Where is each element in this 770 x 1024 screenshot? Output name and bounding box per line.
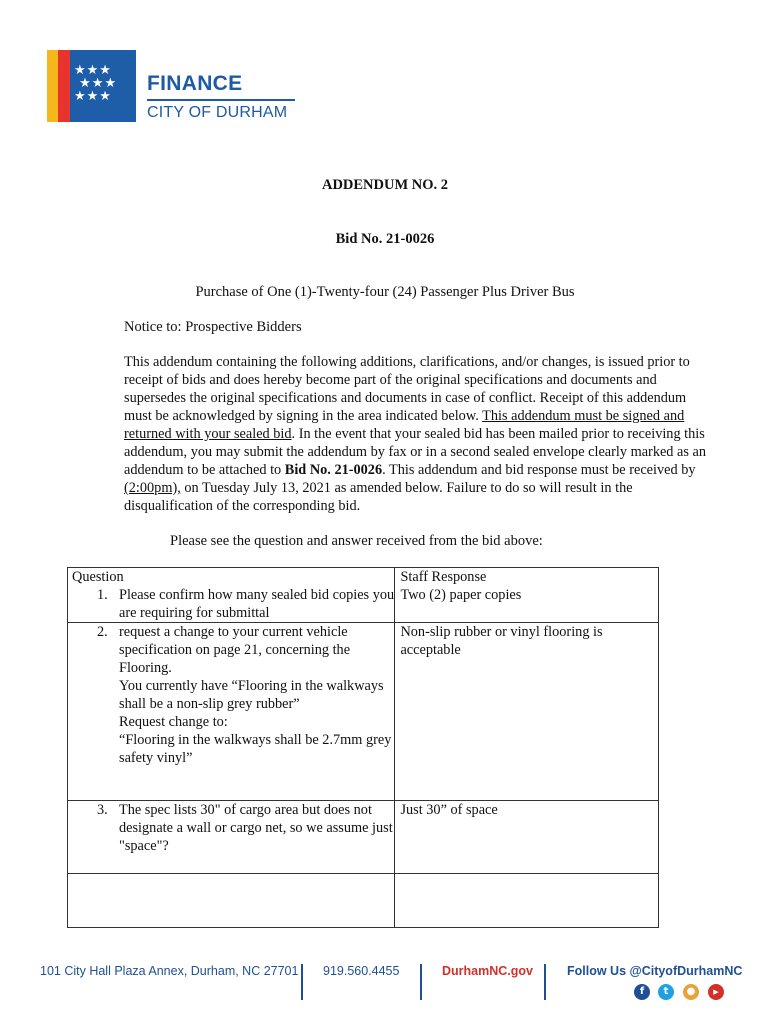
table-row bbox=[68, 568, 659, 623]
para-bold-bid: Bid No. 21-0026 bbox=[284, 462, 383, 478]
response-cell bbox=[395, 801, 659, 874]
bid-number: Bid No. 21-0026 bbox=[335, 231, 435, 247]
question-quote-requested: “Flooring in the walkways shall be 2.7mm grey safety vinyl” bbox=[119, 732, 392, 766]
question-number: 3. bbox=[97, 802, 108, 818]
question-cell bbox=[68, 568, 395, 623]
footer-website-link[interactable]: DurhamNC.gov bbox=[442, 964, 533, 978]
footer-divider bbox=[420, 964, 422, 1000]
addendum-title: ADDENDUM NO. 2 bbox=[321, 177, 449, 193]
para-underlined: This addendum must be signed and returned with your sealed bid bbox=[124, 408, 685, 442]
question-number: 1. bbox=[97, 587, 108, 603]
question-text: request a change to your current vehicle specification on page 21, concerning the Flooring. bbox=[119, 624, 351, 676]
question-number: 2. bbox=[97, 624, 108, 640]
response-cell bbox=[395, 568, 659, 623]
question-table bbox=[67, 567, 659, 928]
question-quote-current: You currently have “Flooring in the walkways shall be a non-slip grey rubber” bbox=[119, 678, 384, 712]
stars-icon: ★★★ ★★★ ★★★ bbox=[74, 63, 118, 104]
youtube-icon[interactable]: ▶ bbox=[708, 984, 724, 1000]
footer-phone[interactable]: 919.560.4455 bbox=[323, 964, 400, 978]
facebook-icon[interactable]: f bbox=[634, 984, 650, 1000]
table-row bbox=[68, 874, 659, 928]
para-text-3: . This addendum and bid response must be received by bbox=[382, 462, 696, 478]
question-header: Question bbox=[72, 569, 124, 585]
para-text-2: . In the event that your sealed bid has been mailed prior to receiving this addendum, you may submit the addendum by fax or in a second sealed envelope clearly marked as an addendum to be attached to bbox=[124, 426, 707, 478]
footer-address: 101 City Hall Plaza Annex, Durham, NC 27701 bbox=[40, 964, 299, 978]
twitter-icon[interactable]: t bbox=[658, 984, 674, 1000]
logo-finance-text: FINANCE bbox=[147, 72, 243, 95]
question-cell bbox=[68, 623, 395, 801]
response-text: Non-slip rubber or vinyl flooring is acceptable bbox=[400, 624, 603, 658]
para-text-4: on Tuesday July 13, 2021 as amended below. Failure to do so will result in the disqualification of the corresponding bid. bbox=[124, 480, 633, 514]
logo-yellow-stripe bbox=[47, 50, 58, 122]
response-cell bbox=[395, 623, 659, 801]
instagram-icon[interactable]: ● bbox=[683, 984, 699, 1000]
table-row bbox=[68, 623, 659, 801]
question-request-label: Request change to: bbox=[119, 714, 228, 730]
response-header: Staff Response bbox=[400, 569, 487, 585]
para-deadline-time: (2:00pm), bbox=[124, 480, 181, 496]
response-text: Two (2) paper copies bbox=[400, 587, 522, 603]
empty-response-cell bbox=[395, 874, 659, 928]
purchase-title: Purchase of One (1)-Twenty-four (24) Passenger Plus Driver Bus bbox=[195, 284, 575, 300]
para-text-1: This addendum containing the following additions, clarifications, and/or changes, is issued prior to receipt of bids and does hereby become part of the original specifications and documents and supersedes the original specifications and documents in case of conflict. Receipt of this addendum must be acknowledged by signing in the area indicated below. bbox=[124, 354, 690, 424]
question-item-1 bbox=[68, 586, 394, 622]
addendum-paragraph bbox=[124, 353, 709, 515]
logo-rule bbox=[147, 99, 295, 101]
question-item-3 bbox=[68, 801, 394, 855]
notice-line: Notice to: Prospective Bidders bbox=[124, 319, 302, 335]
finance-logo bbox=[47, 50, 302, 122]
question-item-2 bbox=[68, 623, 394, 767]
question-text: The spec lists 30" of cargo area but does not designate a wall or cargo net, so we assume just "space"? bbox=[119, 802, 393, 854]
table-row bbox=[68, 801, 659, 874]
footer-follow: Follow Us @CityofDurhamNC bbox=[567, 964, 743, 978]
footer-divider bbox=[301, 964, 303, 1000]
footer-divider bbox=[544, 964, 546, 1000]
logo-red-stripe bbox=[58, 50, 70, 122]
question-cell bbox=[68, 801, 395, 874]
see-question-line: Please see the question and answer received from the bid above: bbox=[170, 533, 543, 549]
logo-city-text: CITY OF DURHAM bbox=[147, 104, 288, 121]
question-text-block bbox=[119, 623, 394, 767]
question-text: Please confirm how many sealed bid copies you are requiring for submittal bbox=[119, 587, 395, 621]
empty-question-cell bbox=[68, 874, 395, 928]
response-text: Just 30” of space bbox=[400, 802, 498, 818]
